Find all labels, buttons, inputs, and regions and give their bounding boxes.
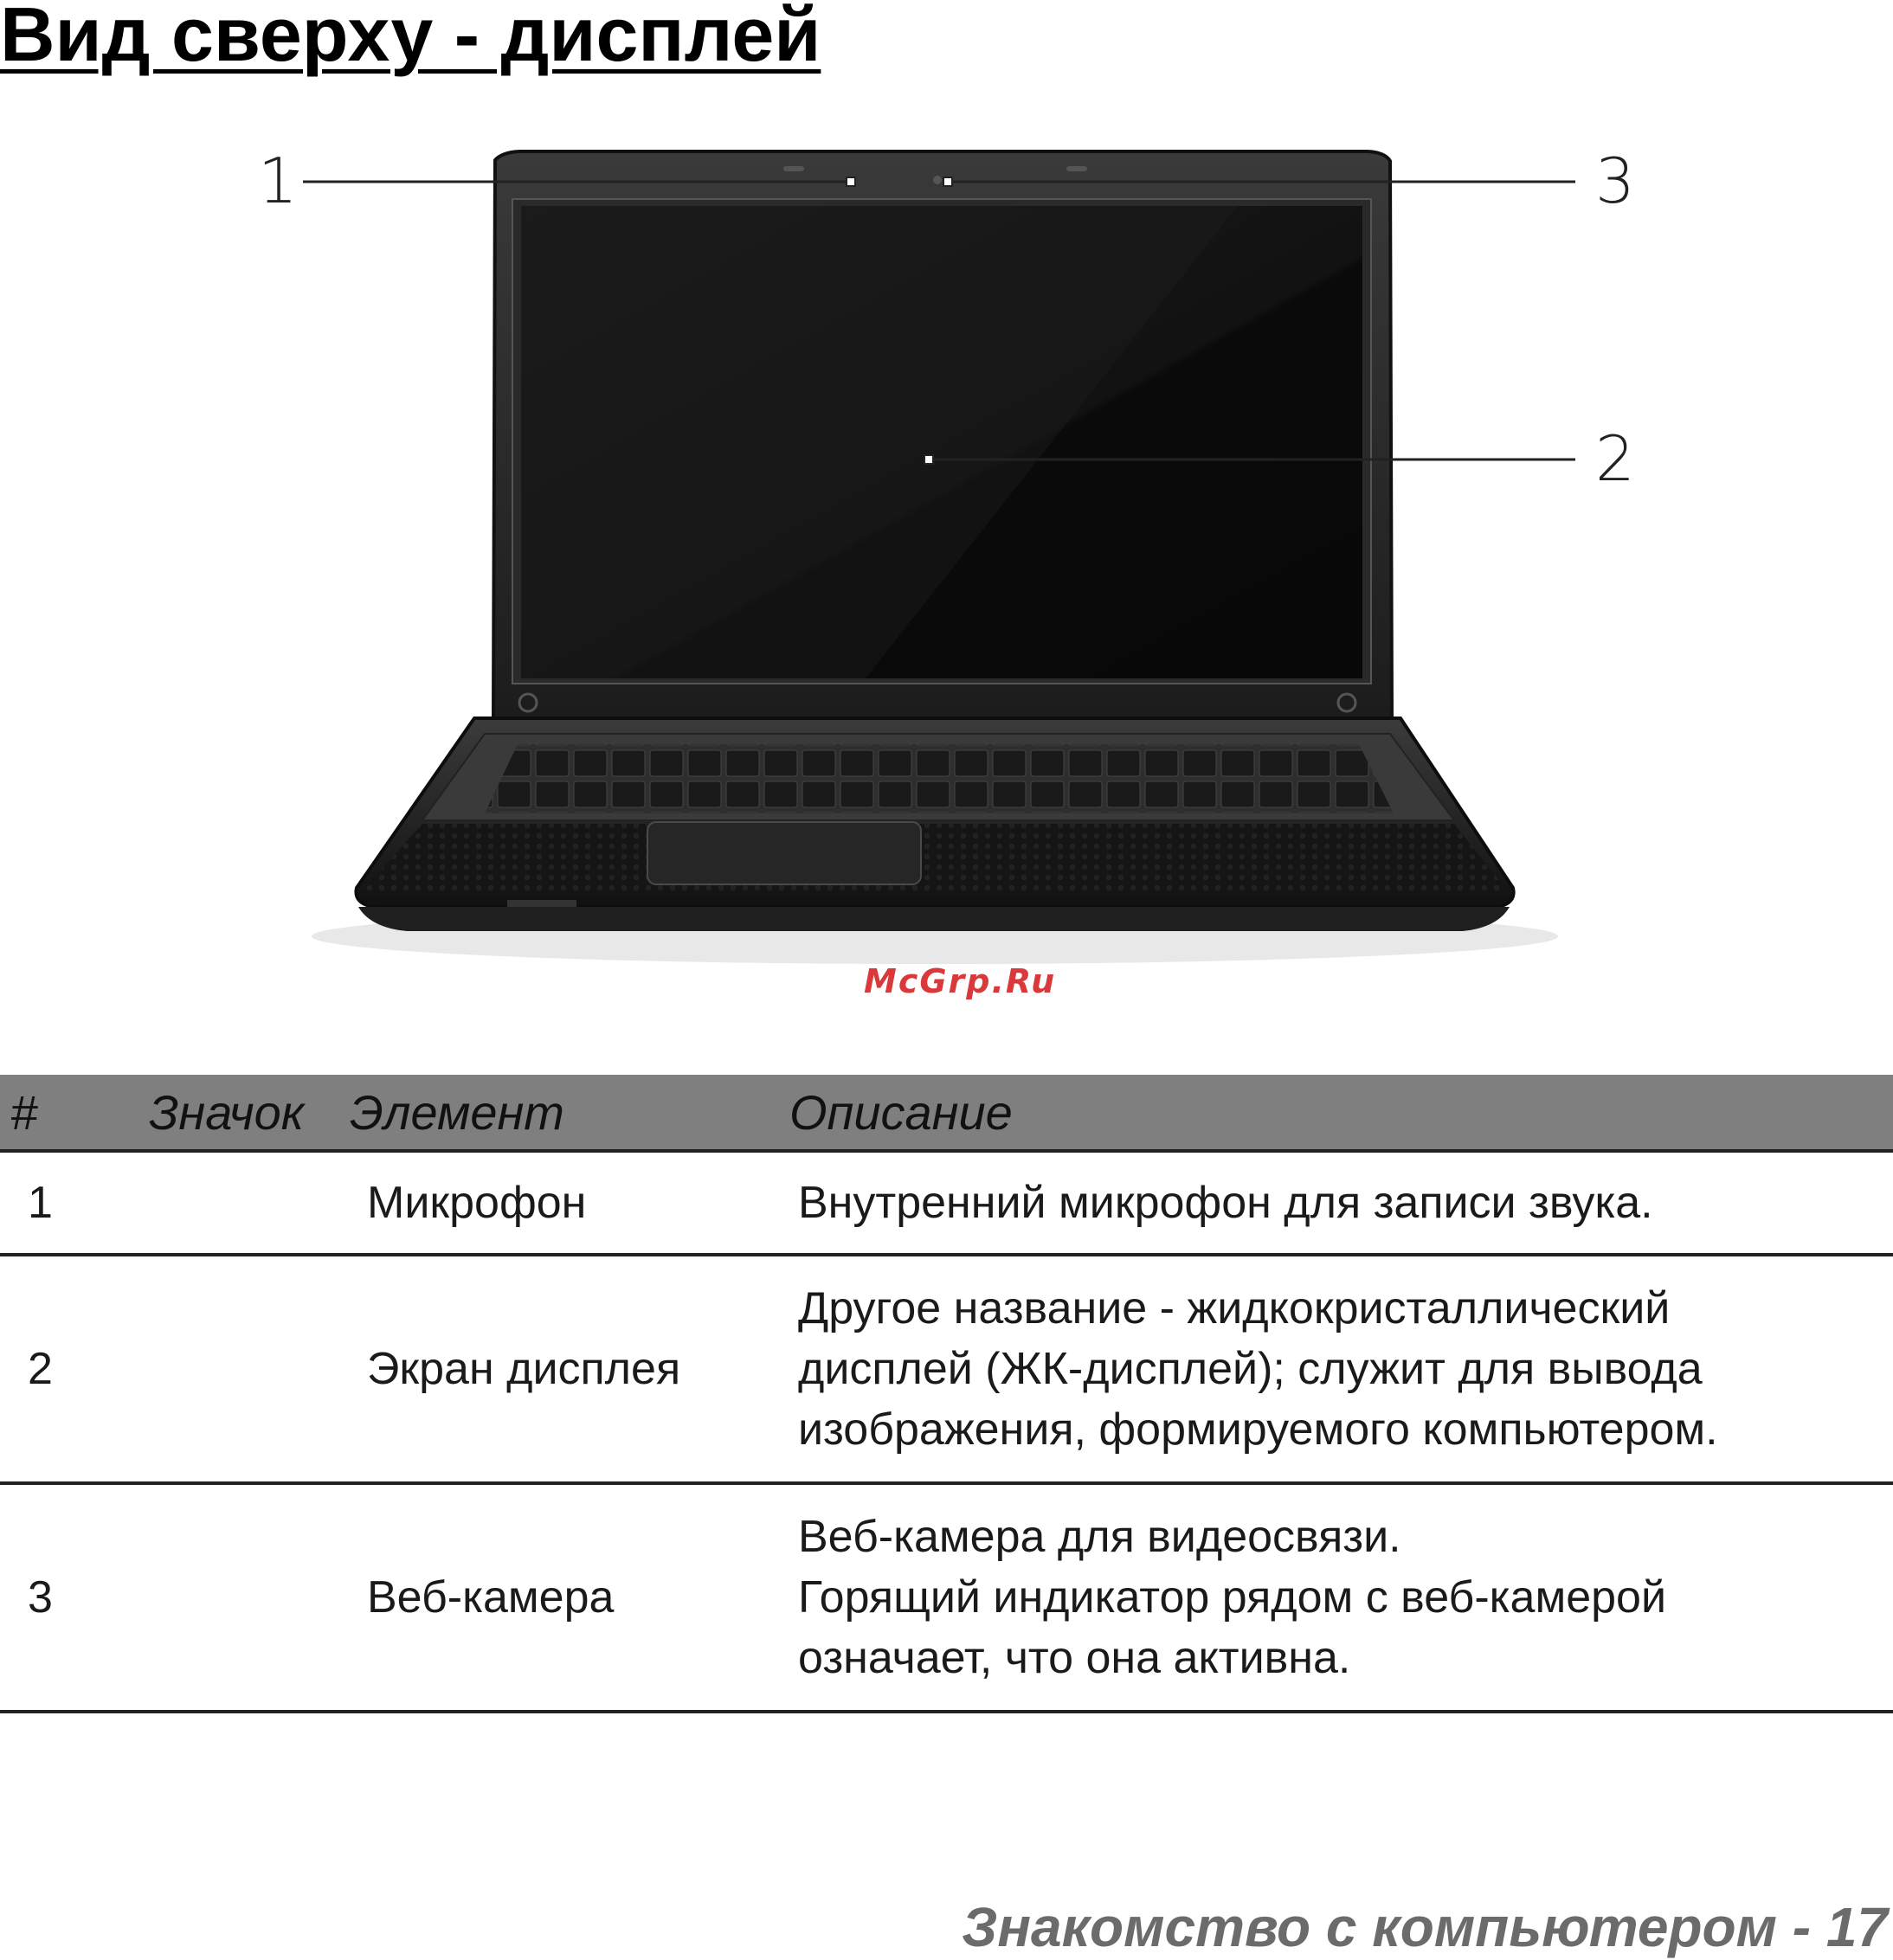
webcam-dot [933, 176, 942, 184]
description-line: Другое название - жидкокристаллический [798, 1283, 1671, 1333]
description-line: изображения, формируемого компьютером. [798, 1404, 1718, 1455]
row-icon [138, 1255, 346, 1483]
description-line: дисплей (ЖК-дисплей); служит для вывода [798, 1344, 1703, 1394]
callout-1: 1 [258, 145, 298, 217]
page-footer [962, 1895, 1888, 1959]
laptop-illustration [0, 87, 1893, 1021]
header-description: Описание [779, 1075, 1893, 1151]
description-line: означает, что она активна. [798, 1633, 1351, 1683]
header-element: Элемент [346, 1075, 779, 1151]
row-icon [138, 1151, 346, 1255]
row-icon [138, 1483, 346, 1712]
header-icon: Значок [138, 1075, 346, 1151]
callout-3: 3 [1595, 145, 1635, 217]
row-description [779, 1255, 1893, 1483]
component-table [0, 1075, 1893, 1713]
table-row [0, 1483, 1893, 1712]
table-row [0, 1151, 1893, 1255]
footer-section-title: Знакомство с компьютером - [962, 1896, 1826, 1958]
row-number: 1 [0, 1151, 138, 1255]
keyboard [485, 744, 1394, 813]
header-number: # [0, 1075, 138, 1151]
watermark: McGrp.Ru [864, 962, 1057, 1000]
page-title: Вид сверху - дисплей [0, 0, 821, 77]
row-element: Экран дисплея [346, 1255, 779, 1483]
description-line: Горящий индикатор рядом с веб-камерой [798, 1572, 1667, 1623]
palm-rest [362, 824, 1508, 891]
page-number: 17 [1825, 1896, 1888, 1958]
row-number: 3 [0, 1483, 138, 1712]
description-line: Внутренний микрофон для записи звука. [798, 1178, 1653, 1228]
row-element: Веб-камера [346, 1483, 779, 1712]
row-number: 2 [0, 1255, 138, 1483]
row-element: Микрофон [346, 1151, 779, 1255]
callout-2: 2 [1595, 422, 1635, 495]
touchpad [647, 822, 921, 884]
table-row [0, 1255, 1893, 1483]
description-line: Веб-камера для видеосвязи. [798, 1512, 1401, 1562]
table-header-row [0, 1075, 1893, 1151]
row-description [779, 1483, 1893, 1712]
row-description [779, 1151, 1893, 1255]
laptop-figure [0, 87, 1893, 1021]
